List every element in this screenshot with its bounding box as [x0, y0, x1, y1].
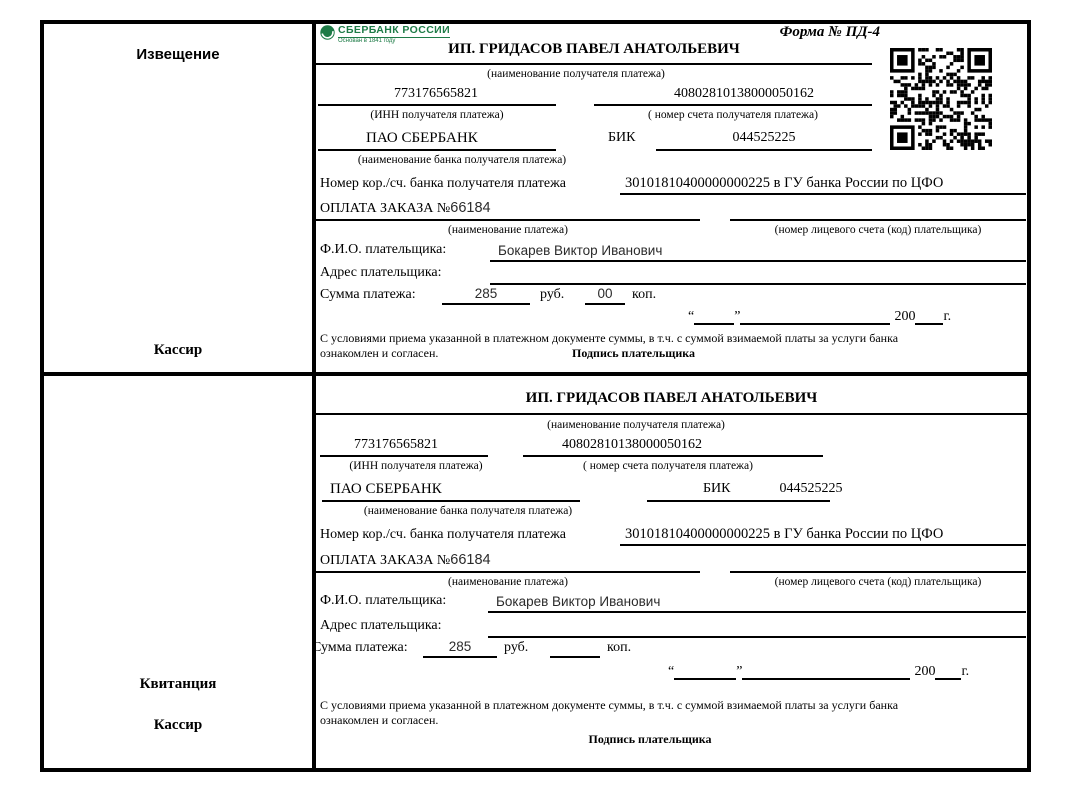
field-underline — [488, 611, 1026, 613]
korr-label: Номер кор./сч. банка получателя платежа — [320, 176, 566, 191]
inn-caption: (ИНН получателя платежа) — [370, 109, 504, 121]
agreement-text-1: С условиями приема указанной в платежном документе суммы, в т.ч. с суммой взимаемой платы за услуги банка — [320, 331, 899, 345]
field-underline — [442, 303, 530, 305]
field-underline — [620, 544, 1026, 546]
inn-value: 773176565821 — [354, 437, 438, 452]
field-underline — [316, 219, 700, 221]
field-underline — [316, 63, 872, 65]
field-underline — [490, 260, 1026, 262]
order-number: 66184 — [450, 552, 491, 568]
bank-name-value: ПАО СБЕРБАНК — [366, 130, 478, 146]
bik-value: 044525225 — [779, 481, 843, 496]
field-underline — [730, 219, 1026, 221]
signature-label: Подпись плательщика — [572, 346, 695, 360]
notice-form — [316, 24, 1027, 372]
payer-name-value: Бокарев Виктор Иванович — [496, 594, 661, 609]
month-blank — [740, 308, 890, 325]
payment-prefix: ОПЛАТА ЗАКАЗА № — [320, 201, 451, 216]
field-underline — [320, 455, 488, 457]
field-underline — [318, 149, 556, 151]
korr-value: 30101810400000000225 в ГУ банка России по ЦФО — [625, 526, 944, 542]
inn-caption: (ИНН получателя платежа) — [349, 460, 483, 472]
account-caption: ( номер счета получателя платежа) — [583, 460, 753, 472]
field-underline — [523, 455, 823, 457]
fio-label: Ф.И.О. плательщика: — [320, 242, 447, 257]
recipient-caption: (наименование получателя платежа) — [547, 419, 725, 431]
month-blank — [742, 663, 910, 680]
sberbank-logo-text: СБЕРБАНК РОССИИ — [338, 24, 451, 36]
agreement-text-2: ознакомлен и согласен. — [320, 713, 439, 727]
bik-value: 044525225 — [732, 130, 796, 145]
form-number-label: Форма № ПД-4 — [779, 24, 880, 40]
address-label: Адрес плательщика: — [320, 618, 442, 633]
rub-label: руб. — [540, 287, 565, 302]
year-prefix: 200 — [914, 664, 936, 679]
signature-label: Подпись плательщика — [588, 732, 712, 746]
personal-account-caption: (номер лицевого счета (код) плательщика) — [774, 576, 982, 588]
qr-code — [890, 48, 992, 150]
account-value: 40802810138000050162 — [562, 437, 702, 452]
bank-name-value: ПАО СБЕРБАНК — [330, 481, 442, 497]
field-underline — [488, 636, 1026, 638]
quote-open: “ — [668, 664, 675, 679]
kop-label: коп. — [607, 640, 632, 655]
field-underline — [647, 500, 830, 502]
payment-name-line — [320, 552, 491, 569]
amount-kop-value: 00 — [597, 286, 613, 301]
quote-open: “ — [688, 309, 695, 324]
bank-caption: (наименование банка получателя платежа) — [357, 154, 567, 166]
field-underline — [730, 571, 1026, 573]
field-underline — [423, 656, 497, 658]
sum-label: Сумма платежа: — [320, 287, 416, 302]
payer-name-value: Бокарев Виктор Иванович — [498, 243, 663, 258]
quote-close: ” — [734, 309, 741, 324]
year-blank — [915, 308, 943, 325]
recipient-caption: (наименование получателя платежа) — [487, 68, 665, 80]
account-value: 40802810138000050162 — [674, 86, 814, 101]
bik-label: БИК — [608, 130, 636, 145]
cashier-label-receipt: Кассир — [153, 717, 203, 733]
bik-label: БИК — [703, 481, 731, 496]
sum-label: Сумма платежа: — [312, 640, 408, 655]
notice-label: Извещение — [136, 46, 220, 63]
date-line — [668, 663, 969, 680]
recipient-name: ИП. ГРИДАСОВ ПАВЕЛ АНАТОЛЬЕВИЧ — [448, 41, 740, 57]
field-underline — [316, 413, 1027, 415]
rub-label: руб. — [504, 640, 529, 655]
field-underline — [550, 656, 600, 658]
personal-account-caption: (номер лицевого счета (код) плательщика) — [774, 224, 982, 236]
date-blank — [694, 308, 734, 325]
year-blank — [935, 663, 961, 680]
order-number: 66184 — [450, 200, 491, 216]
amount-rub-value: 285 — [448, 639, 472, 654]
payment-caption: (наименование платежа) — [448, 224, 568, 236]
field-underline — [490, 283, 1026, 285]
year-suffix: г. — [943, 309, 952, 324]
form-border — [40, 20, 1031, 772]
year-suffix: г. — [961, 664, 970, 679]
agreement-text-1: С условиями приема указанной в платежном документе суммы, в т.ч. с суммой взимаемой платы за услуги банка — [320, 698, 899, 712]
payment-name-line — [320, 200, 491, 217]
sberbank-logo-tagline: Основан в 1841 году — [338, 37, 396, 44]
field-underline — [318, 104, 556, 106]
receipt-label: Квитанция — [139, 676, 217, 692]
receipt-form — [312, 376, 1027, 768]
quote-close: ” — [736, 664, 743, 679]
receipt-side-column — [44, 376, 312, 768]
field-underline — [594, 104, 872, 106]
cashier-label-notice: Кассир — [153, 342, 203, 358]
fio-label: Ф.И.О. плательщика: — [320, 593, 447, 608]
date-blank — [674, 663, 736, 680]
recipient-name: ИП. ГРИДАСОВ ПАВЕЛ АНАТОЛЬЕВИЧ — [525, 390, 818, 406]
korr-label: Номер кор./сч. банка получателя платежа — [320, 527, 566, 542]
date-line — [688, 308, 951, 325]
account-caption: ( номер счета получателя платежа) — [648, 109, 818, 121]
bank-caption: (наименование банка получателя платежа) — [363, 505, 573, 517]
payment-prefix: ОПЛАТА ЗАКАЗА № — [320, 553, 451, 568]
address-label: Адрес плательщика: — [320, 265, 442, 280]
notice-side-column — [44, 24, 312, 372]
korr-value: 30101810400000000225 в ГУ банка России по ЦФО — [625, 175, 944, 191]
field-underline — [620, 193, 1026, 195]
field-underline — [585, 303, 625, 305]
year-prefix: 200 — [894, 309, 916, 324]
amount-rub-value: 285 — [474, 286, 498, 301]
inn-value: 773176565821 — [394, 86, 478, 101]
field-underline — [316, 571, 700, 573]
field-underline — [656, 149, 872, 151]
field-underline — [322, 500, 580, 502]
kop-label: коп. — [632, 287, 657, 302]
agreement-text-2: ознакомлен и согласен. — [320, 346, 439, 360]
payment-caption: (наименование платежа) — [448, 576, 568, 588]
